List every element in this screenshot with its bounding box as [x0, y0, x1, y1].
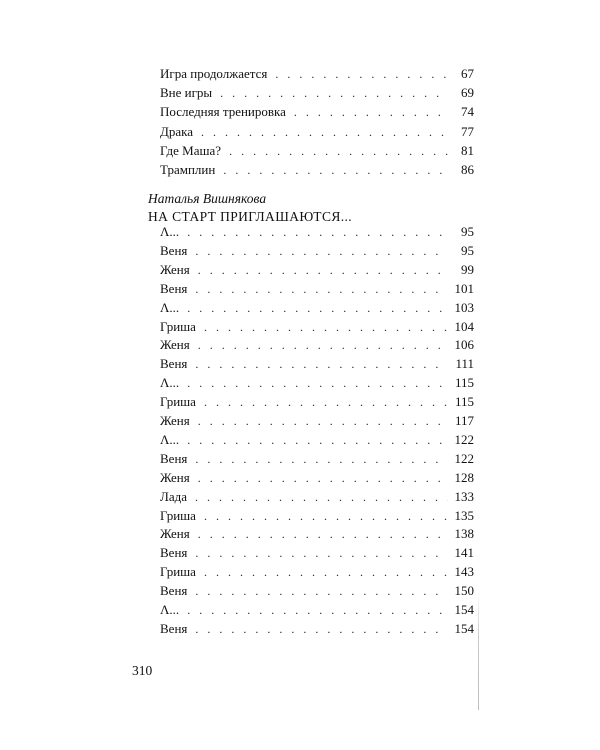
toc-entry-page: 74 [461, 104, 474, 120]
toc-dot-leader [198, 526, 448, 542]
toc-entry-title: Λ... [160, 375, 180, 391]
toc-entry-title: Вне игры [160, 85, 213, 101]
toc-dot-leader [195, 545, 448, 561]
toc-entry-title: Трамплин [160, 162, 216, 177]
page-number: 310 [132, 663, 153, 678]
toc-dot-leader [275, 66, 448, 82]
toc-entry-title: Гриша [160, 318, 196, 334]
toc-entry [160, 162, 474, 178]
toc-entry-page: 67 [461, 66, 474, 81]
toc-dot-leader [198, 470, 448, 486]
toc-entry [160, 394, 474, 410]
toc-entry [160, 564, 474, 580]
toc-entry [160, 319, 474, 335]
toc-entry-title: Гриша [160, 507, 196, 523]
toc-entry-page: 115 [454, 375, 474, 391]
toc-entry-page: 115 [454, 394, 474, 410]
toc-entry-title: Женя [160, 337, 190, 353]
toc-dot-leader [204, 508, 448, 524]
toc-entry-page: 106 [454, 337, 474, 353]
toc-entry [160, 66, 474, 82]
toc-dot-leader [204, 564, 448, 580]
toc-entry-title: Женя [160, 413, 190, 428]
toc-entry [160, 85, 474, 101]
toc-entry-title: Гриша [160, 394, 196, 410]
toc-entry-title: Лада [160, 488, 187, 504]
toc-entry [160, 143, 474, 159]
toc-dot-leader [187, 432, 448, 448]
toc-entry-page: 95 [461, 242, 474, 258]
toc-entry [160, 413, 474, 429]
toc-entry-page: 101 [454, 280, 474, 296]
toc-entry-title: Игра продолжается [160, 66, 268, 81]
toc-entry-page: 133 [454, 488, 474, 504]
toc-entry [160, 224, 474, 240]
toc-entry-title: Женя [160, 261, 190, 277]
toc-dot-leader [198, 262, 448, 278]
toc-entry-page: 86 [461, 162, 474, 177]
toc-entry [160, 337, 474, 353]
toc-dot-leader [195, 281, 448, 297]
toc-entry-page: 99 [461, 261, 474, 277]
toc-dot-leader [187, 224, 448, 240]
toc-dot-leader [201, 124, 448, 140]
toc-entry-page: 95 [461, 224, 474, 239]
author-name: Наталья Вишнякова [148, 191, 267, 206]
toc-entry-page: 138 [454, 526, 474, 542]
toc-entry-title: Гриша [160, 564, 196, 580]
toc-entry [160, 262, 474, 278]
toc-dot-leader [198, 337, 448, 353]
toc-dot-leader [195, 621, 448, 637]
toc-entry [160, 545, 474, 561]
toc-entry [160, 602, 474, 618]
toc-entry [160, 432, 474, 448]
toc-entry-title: Веня [160, 545, 188, 561]
toc-entry [160, 300, 474, 316]
toc-entry-page: 103 [454, 299, 474, 315]
toc-dot-leader [195, 356, 448, 372]
toc-entry-title: Веня [160, 356, 188, 372]
toc-entry-title: Λ... [160, 602, 180, 617]
toc-entry [160, 526, 474, 542]
toc-dot-leader [195, 451, 448, 467]
story-title: НА СТАРТ ПРИГЛАШАЮТСЯ... [148, 209, 353, 224]
toc-dot-leader [223, 162, 448, 178]
toc-entry-page: 135 [454, 507, 474, 523]
toc-dot-leader [204, 319, 448, 335]
toc-entry-title: Веня [160, 242, 188, 258]
toc-entry [160, 583, 474, 599]
toc-entry-title: Λ... [160, 299, 180, 315]
toc-entry-title: Женя [160, 526, 190, 542]
toc-entry [160, 508, 474, 524]
toc-entry-page: 154 [454, 620, 474, 636]
toc-entry [160, 375, 474, 391]
toc-dot-leader [195, 583, 448, 599]
toc-entry-title: Где Маша? [160, 142, 222, 158]
toc-entry-title: Женя [160, 469, 190, 485]
toc-entry-page: 77 [461, 123, 474, 139]
toc-dot-leader [195, 243, 448, 259]
toc-entry [160, 451, 474, 467]
toc-entry [160, 470, 474, 486]
toc-entry [160, 243, 474, 259]
toc-entry-title: Λ... [160, 224, 180, 239]
toc-entry-title: Веня [160, 450, 188, 466]
toc-dot-leader [220, 85, 448, 101]
toc-entry-page: 141 [454, 545, 474, 561]
toc-entry-page: 104 [454, 318, 474, 334]
toc-entry [160, 281, 474, 297]
toc-entry-page: 122 [454, 431, 474, 447]
toc-dot-leader [198, 413, 448, 429]
toc-dot-leader [187, 300, 448, 316]
toc-entry [160, 489, 474, 505]
toc-entry-page: 117 [454, 413, 474, 428]
toc-entry-title: Последняя тренировка [160, 104, 286, 120]
toc-entry-page: 69 [461, 85, 474, 101]
page-edge-shadow [478, 590, 479, 710]
toc-dot-leader [187, 602, 448, 618]
toc-entry-page: 128 [454, 469, 474, 485]
toc-dot-leader [204, 394, 448, 410]
toc-entry-title: Веня [160, 583, 188, 599]
toc-dot-leader [229, 143, 448, 159]
toc-entry-title: Драка [160, 123, 194, 139]
toc-entry-title: Веня [160, 280, 188, 296]
toc-entry [160, 124, 474, 140]
toc-dot-leader [294, 104, 448, 120]
toc-dot-leader [187, 375, 448, 391]
toc-entry-page: 143 [454, 564, 474, 580]
toc-dot-leader [195, 489, 448, 505]
toc-entry-page: 81 [461, 142, 474, 158]
toc-entry-title: Веня [160, 620, 188, 636]
toc-entry [160, 621, 474, 637]
toc-entry-page: 122 [454, 450, 474, 466]
toc-entry-page: 150 [454, 583, 474, 599]
toc-entry [160, 104, 474, 120]
toc-entry-page: 111 [455, 356, 474, 372]
toc-entry-title: Λ... [160, 431, 180, 447]
toc-entry [160, 356, 474, 372]
toc-entry-page: 154 [454, 602, 474, 617]
